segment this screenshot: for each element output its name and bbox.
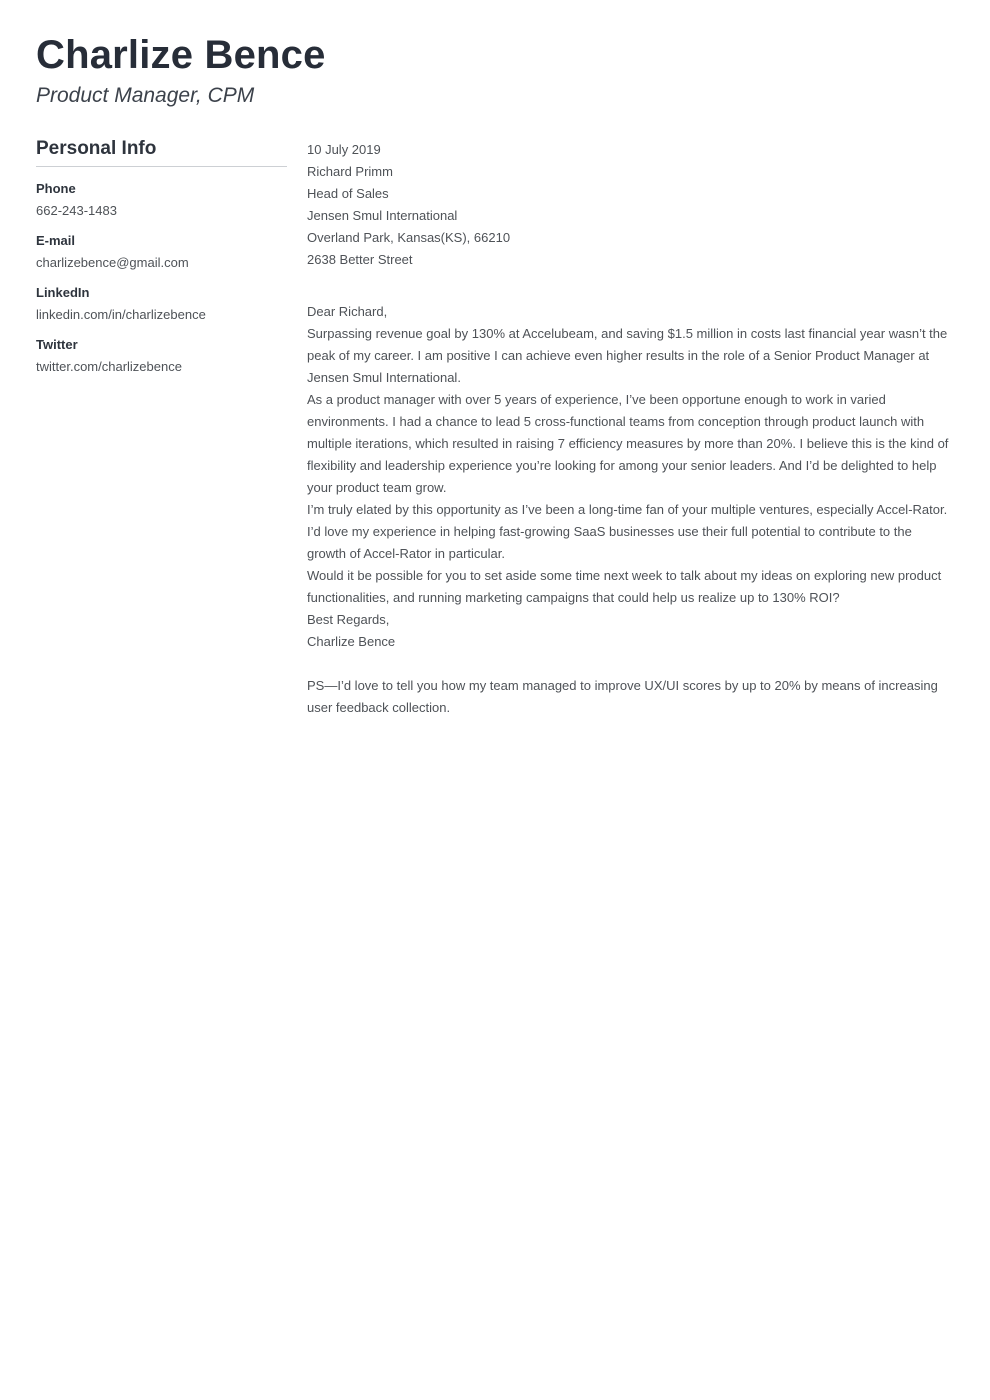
personal-info-sidebar xyxy=(36,139,287,375)
job-title: Product Manager, CPM xyxy=(36,84,255,107)
info-item-email xyxy=(36,233,287,271)
info-label: LinkedIn xyxy=(36,285,90,300)
letter-paragraph: As a product manager with over 5 years of experience, I’ve been opportune enough to work in varied environments. I had a chance to lead 5 cross-functional teams from conception through product launch with multiple iterations, which resulted in raising 7 efficiency measures by more than 20%. I believe this is the kind of flexibility and leadership experience you’re looking for among your senior leaders. And I’d be delighted to help your product team grow. xyxy=(307,392,949,495)
letter-body xyxy=(307,139,954,719)
phone-value: 662-243-1483 xyxy=(36,203,117,218)
signature-name: Charlize Bence xyxy=(307,634,396,649)
letter-paragraph: Would it be possible for you to set aside some time next week to talk about my ideas on exploring new product functionalities, and running marketing campaigns that could help us realize up to 130% ROI? xyxy=(307,568,942,605)
recipient-city: Overland Park, Kansas(KS), 66210 xyxy=(307,230,511,245)
email-value: charlizebence@gmail.com xyxy=(36,255,189,270)
sidebar-heading: Personal Info xyxy=(36,139,287,167)
info-label: E-mail xyxy=(36,233,76,248)
info-label: Twitter xyxy=(36,337,78,352)
recipient-name: Richard Primm xyxy=(307,164,393,179)
letter-date: 10 July 2019 xyxy=(307,142,381,157)
info-item-linkedin xyxy=(36,285,287,323)
postscript: PS—I’d love to tell you how my team managed to improve UX/UI scores by up to 20% by means of increasing user feedback collection. xyxy=(307,678,938,715)
recipient-company: Jensen Smul International xyxy=(307,208,458,223)
closing-block xyxy=(307,609,954,653)
linkedin-value: linkedin.com/in/charlizebence xyxy=(36,307,206,322)
recipient-role: Head of Sales xyxy=(307,186,389,201)
salutation: Dear Richard, xyxy=(307,304,388,319)
closing-phrase: Best Regards, xyxy=(307,612,390,627)
info-item-phone xyxy=(36,181,287,219)
twitter-value: twitter.com/charlizebence xyxy=(36,359,182,374)
recipient-block xyxy=(307,161,954,271)
letter-paragraph: Surpassing revenue goal by 130% at Accelubeam, and saving $1.5 million in costs last financial year wasn’t the peak of my career. I am positive I can achieve even higher results in the role of a Senior Product Manager at Jensen Smul International. xyxy=(307,326,948,385)
letter-header xyxy=(36,33,954,109)
recipient-street: 2638 Better Street xyxy=(307,252,413,267)
letter-paragraph: I’m truly elated by this opportunity as I’ve been a long-time fan of your multiple ventures, especially Accel-Rator. I’d love my experience in helping fast-growing SaaS businesses use their full potential to contribute to the growth of Accel-Rator in particular. xyxy=(307,502,948,561)
info-item-twitter xyxy=(36,337,287,375)
person-name: Charlize Bence xyxy=(36,33,326,77)
content-columns xyxy=(36,139,954,719)
info-label: Phone xyxy=(36,181,76,196)
